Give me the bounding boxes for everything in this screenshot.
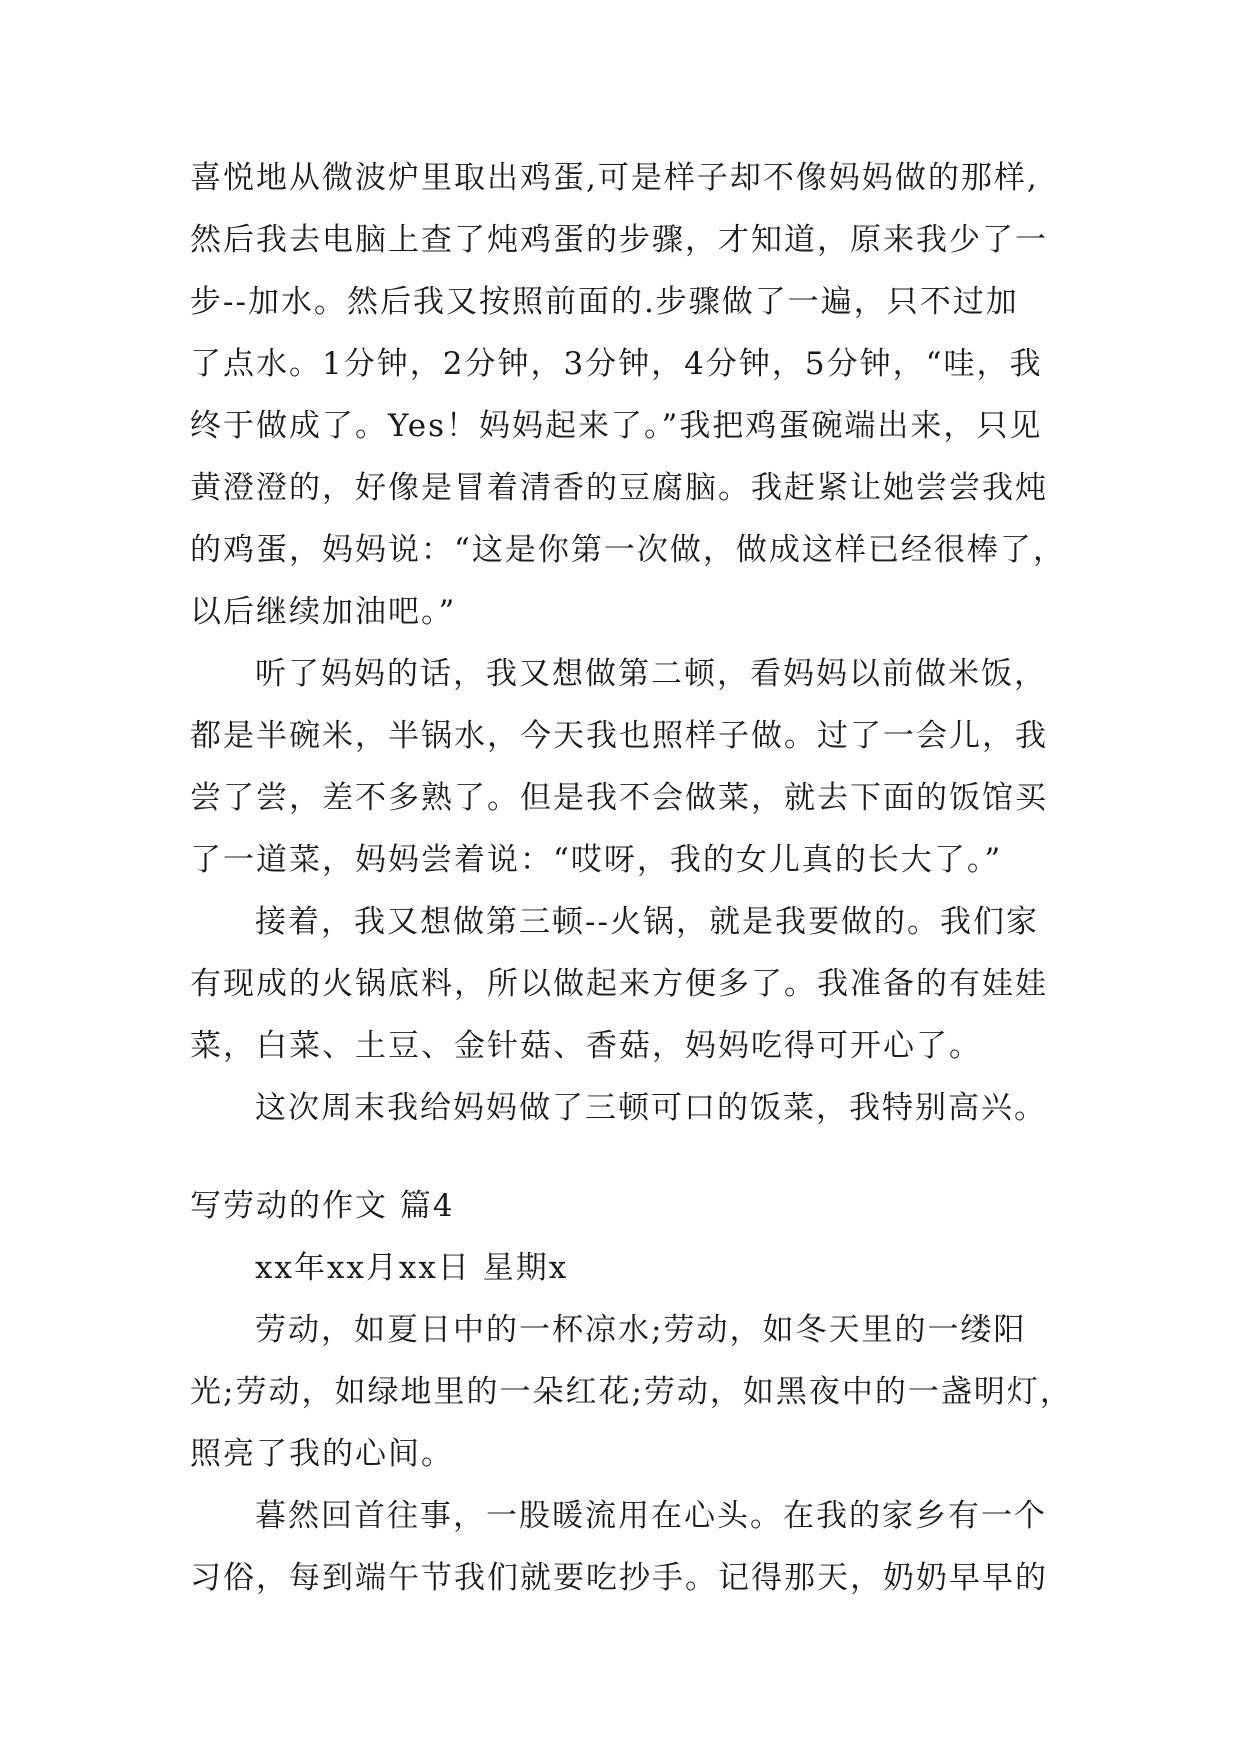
text-line: 菜，白菜、土豆、金针菇、香菇，妈妈吃得可开心了。 (190, 1028, 982, 1064)
text-line: 喜悦地从微波炉里取出鸡蛋,可是样子却不像妈妈做的那样, (190, 160, 1039, 196)
text-line: 照亮了我的心间。 (190, 1436, 454, 1472)
paragraph-first-line: 劳动，如夏日中的一杯凉水;劳动，如冬天里的一缕阳 (255, 1312, 1027, 1348)
paragraph-first-line: 接着，我又想做第三顿--火锅，就是我要做的。我们家 (255, 904, 1039, 940)
text-line: 有现成的火锅底料，所以做起来方便多了。我准备的有娃娃 (190, 966, 1048, 1002)
text-line: 以后继续加油吧。” (190, 594, 457, 630)
text-line: 都是半碗米，半锅水，今天我也照样子做。过了一会儿，我 (190, 718, 1048, 754)
paragraph-first-line: 听了妈妈的话，我又想做第二顿，看妈妈以前做米饭， (255, 656, 1047, 692)
text-line: 终于做成了。Yes！妈妈起来了。”我把鸡蛋碗端出来，只见 (190, 408, 1043, 444)
section-heading: 写劳动的作文 篇4 (190, 1188, 455, 1224)
text-line: 光;劳动，如绿地里的一朵红花;劳动，如黑夜中的一盏明灯， (190, 1374, 1073, 1410)
text-line: 的鸡蛋，妈妈说：“这是你第一次做，做成这样已经很棒了， (190, 532, 1066, 568)
text-line: 习俗，每到端午节我们就要吃抄手。记得那天，奶奶早早的 (190, 1560, 1048, 1596)
text-line: 黄澄澄的，好像是冒着清香的豆腐脑。我赶紧让她尝尝我炖 (190, 470, 1048, 506)
text-line: 然后我去电脑上查了炖鸡蛋的步骤，才知道，原来我少了一 (190, 222, 1048, 258)
paragraph-first-line: 这次周末我给妈妈做了三顿可口的饭菜，我特别高兴。 (255, 1090, 1047, 1126)
text-line: 了一道菜，妈妈尝着说：“哎呀，我的女儿真的长大了。” (190, 842, 1003, 878)
date-line: xx年xx月xx日 星期x (255, 1250, 569, 1286)
paragraph-first-line: 暮然回首往事，一股暖流用在心头。在我的家乡有一个 (255, 1498, 1047, 1534)
text-line: 尝了尝，差不多熟了。但是我不会做菜，就去下面的饭馆买 (190, 780, 1048, 816)
text-line: 步--加水。然后我又按照前面的.步骤做了一遍，只不过加 (190, 284, 1019, 320)
text-line: 了点水。1分钟，2分钟，3分钟，4分钟，5分钟，“哇，我 (190, 346, 1043, 382)
